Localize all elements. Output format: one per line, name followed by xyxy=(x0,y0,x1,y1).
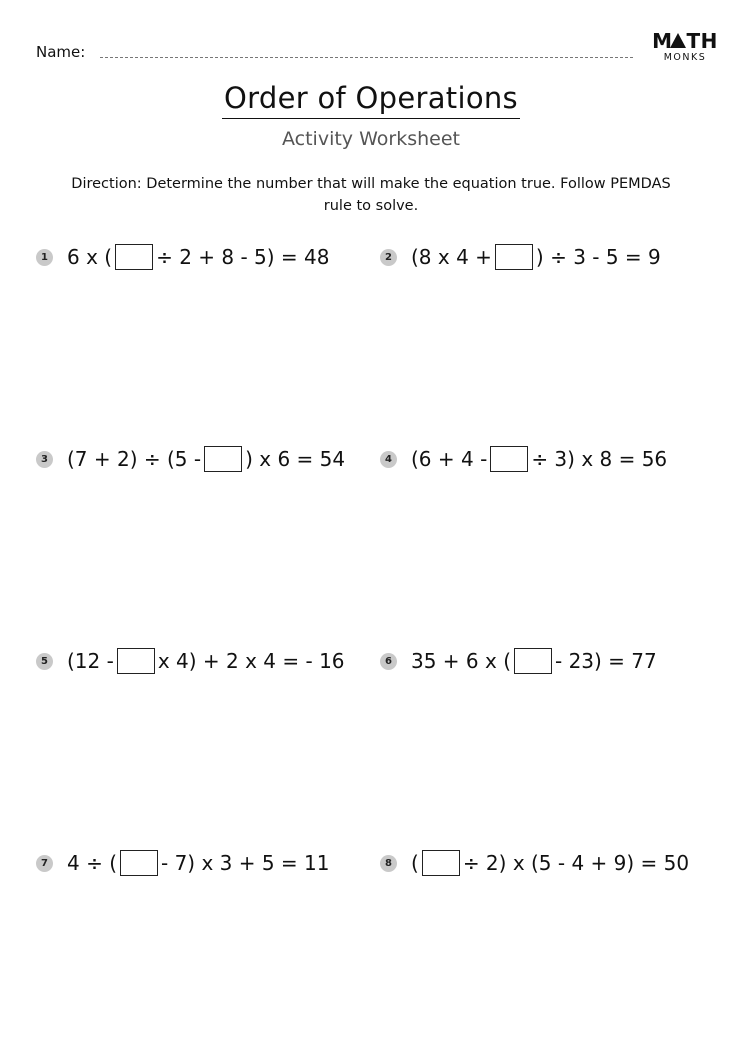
answer-box[interactable] xyxy=(490,446,528,472)
problem-6 xyxy=(380,648,657,674)
equation-after: - 7) x 3 + 5 = 11 xyxy=(161,851,330,875)
problem-number: 3 xyxy=(36,451,53,468)
answer-box[interactable] xyxy=(204,446,242,472)
equation-before: (7 + 2) ÷ (5 - xyxy=(67,447,202,471)
problem-number: 7 xyxy=(36,855,53,872)
problem-number: 8 xyxy=(380,855,397,872)
answer-box[interactable] xyxy=(115,244,153,270)
equation-after: x 4) + 2 x 4 = - 16 xyxy=(157,649,345,673)
logo-th: TH xyxy=(686,29,718,53)
answer-box[interactable] xyxy=(422,850,460,876)
problem-3 xyxy=(36,446,345,472)
answer-box[interactable] xyxy=(495,244,533,270)
problem-4 xyxy=(380,446,667,472)
problem-number: 4 xyxy=(380,451,397,468)
equation-after: ÷ 2) x (5 - 4 + 9) = 50 xyxy=(462,851,690,875)
problem-number: 6 xyxy=(380,653,397,670)
equation-after: ÷ 3) x 8 = 56 xyxy=(531,447,668,471)
equation-after: ) x 6 = 54 xyxy=(245,447,346,471)
equation-after: ) ÷ 3 - 5 = 9 xyxy=(535,245,661,269)
problem-number: 2 xyxy=(380,249,397,266)
problem-number: 5 xyxy=(36,653,53,670)
answer-box[interactable] xyxy=(514,648,552,674)
logo-m: M xyxy=(652,29,673,53)
problem-8 xyxy=(380,850,689,876)
problem-2 xyxy=(380,244,661,270)
direction-text: Direction: Determine the number that will make the equation true. Follow PEMDAS rule to solve. xyxy=(71,176,671,214)
equation-after: - 23) = 77 xyxy=(555,649,657,673)
page-subtitle: Activity Worksheet xyxy=(282,128,460,150)
math-monks-logo xyxy=(652,30,718,63)
problem-7 xyxy=(36,850,330,876)
page-title-wrapper xyxy=(0,80,742,119)
problem-5 xyxy=(36,648,345,674)
name-line[interactable] xyxy=(100,57,633,58)
answer-box[interactable] xyxy=(120,850,158,876)
equation-before: 35 + 6 x ( xyxy=(411,649,511,673)
logo-monks: MONKS xyxy=(663,52,707,63)
equation-before: (12 - xyxy=(67,649,114,673)
equation-before: 4 ÷ ( xyxy=(67,851,117,875)
problem-1 xyxy=(36,244,330,270)
answer-box[interactable] xyxy=(117,648,155,674)
problem-number: 1 xyxy=(36,249,53,266)
equation-before: (8 x 4 + xyxy=(411,245,492,269)
equation-before: 6 x ( xyxy=(67,245,113,269)
page-title: Order of Operations xyxy=(222,80,520,119)
equation-before: ( xyxy=(411,851,419,875)
equation-before: (6 + 4 - xyxy=(411,447,488,471)
logo-triangle-icon xyxy=(670,33,686,48)
name-label: Name: xyxy=(36,43,86,61)
equation-after: ÷ 2 + 8 - 5) = 48 xyxy=(156,245,330,269)
